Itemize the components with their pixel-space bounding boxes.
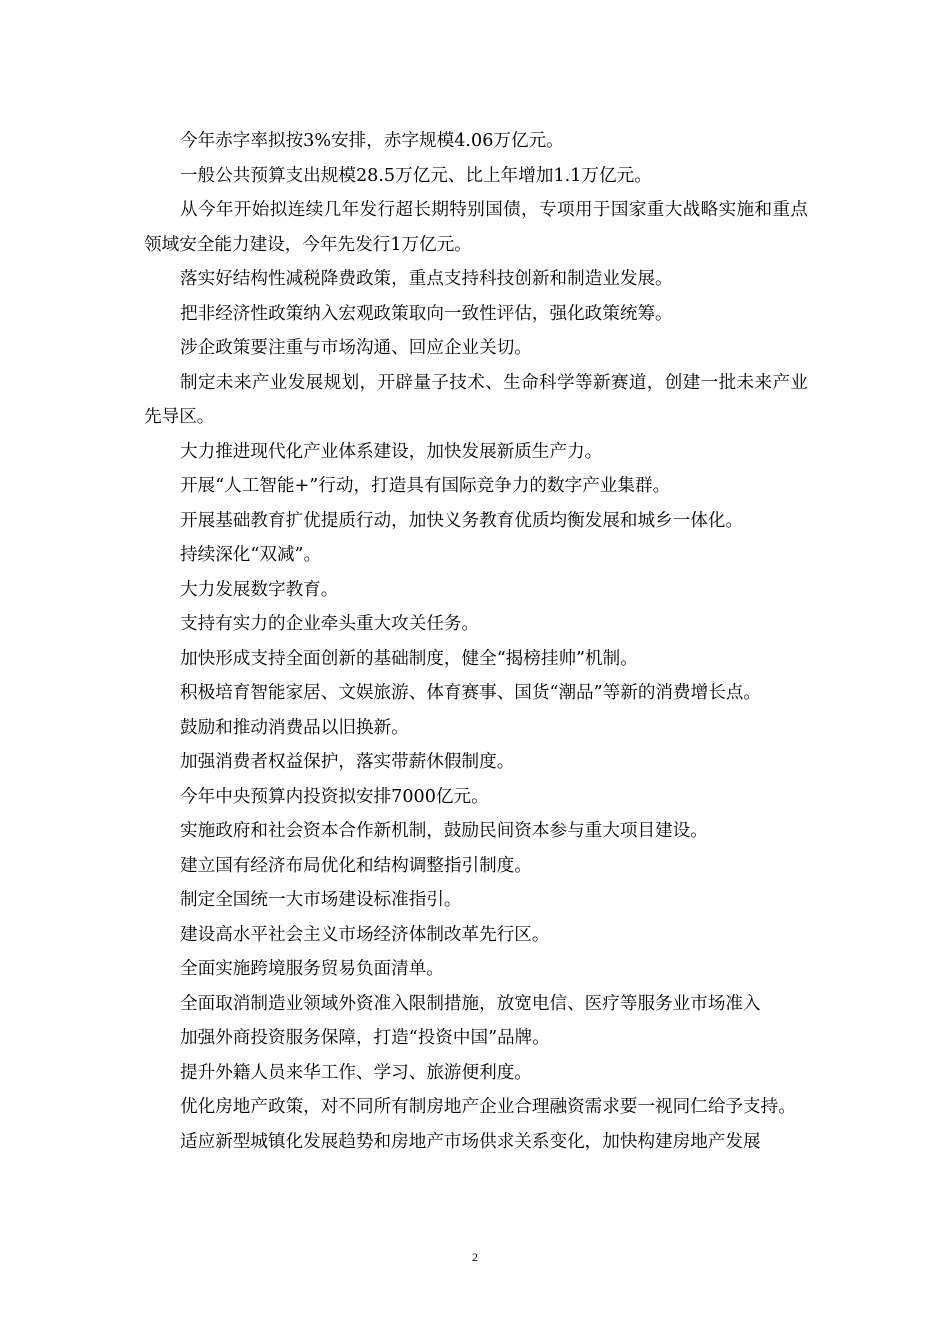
paragraph: 把非经济性政策纳入宏观政策取向一致性评估，强化政策统筹。 bbox=[180, 303, 673, 324]
paragraph: 开展基础教育扩优提质行动，加快义务教育优质均衡发展和城乡一体化。 bbox=[180, 510, 744, 531]
paragraph: 全面取消制造业领域外资准入限制措施，放宽电信、医疗等服务业市场准入 bbox=[180, 993, 761, 1014]
paragraph: 全面实施跨境服务贸易负面清单。 bbox=[180, 959, 444, 979]
paragraph: 从今年开始拟连续几年发行超长期特别国债，专项用于国家重大战略实施和重点领域安全能力建设，今年先发行1万亿元。 bbox=[144, 200, 808, 255]
paragraph: 加快形成支持全面创新的基础制度，健全“揭榜挂帅”机制。 bbox=[180, 648, 638, 669]
body-text bbox=[144, 124, 808, 1159]
paragraph: 建立国有经济布局优化和结构调整指引制度。 bbox=[180, 855, 532, 876]
paragraph: 大力推进现代化产业体系建设，加快发展新质生产力。 bbox=[180, 441, 603, 462]
paragraph: 开展“人工智能+”行动，打造具有国际竞争力的数字产业集群。 bbox=[180, 476, 671, 496]
page-number: 2 bbox=[472, 1250, 478, 1264]
paragraph: 加强消费者权益保护，落实带薪休假制度。 bbox=[180, 752, 515, 772]
paragraph: 提升外籍人员来华工作、学习、旅游便利度。 bbox=[180, 1062, 532, 1083]
paragraph: 今年中央预算内投资拟安排7000亿元。 bbox=[180, 786, 489, 807]
paragraph: 制定未来产业发展规划，开辟量子技术、生命科学等新赛道，创建一批未来产业先导区。 bbox=[144, 372, 808, 427]
paragraph: 制定全国统一大市场建设标准指引。 bbox=[180, 890, 462, 910]
paragraph: 积极培育智能家居、文娱旅游、体育赛事、国货“潮品”等新的消费增长点。 bbox=[180, 683, 761, 703]
paragraph: 鼓励和推动消费品以旧换新。 bbox=[180, 717, 409, 738]
paragraph: 优化房地产政策，对不同所有制房地产企业合理融资需求要一视同仁给予支持。 bbox=[180, 1097, 796, 1117]
paragraph: 一般公共预算支出规模28.5万亿元、比上年增加1.1万亿元。 bbox=[180, 165, 652, 186]
paragraph: 今年赤字率拟按3%安排，赤字规模4.06万亿元。 bbox=[180, 131, 564, 151]
paragraph: 支持有实力的企业牵头重大攻关任务。 bbox=[180, 614, 480, 634]
paragraph: 大力发展数字教育。 bbox=[180, 579, 339, 600]
paragraph: 持续深化“双减”。 bbox=[180, 545, 322, 565]
paragraph: 加强外商投资服务保障，打造“投资中国”品牌。 bbox=[180, 1028, 550, 1048]
paragraph: 适应新型城镇化发展趋势和房地产市场供求关系变化，加快构建房地产发展 bbox=[180, 1131, 761, 1152]
paragraph: 实施政府和社会资本合作新机制，鼓励民间资本参与重大项目建设。 bbox=[180, 821, 708, 841]
paragraph: 落实好结构性减税降费政策，重点支持科技创新和制造业发展。 bbox=[180, 269, 673, 289]
paragraph: 建设高水平社会主义市场经济体制改革先行区。 bbox=[180, 924, 550, 945]
paragraph: 涉企政策要注重与市场沟通、回应企业关切。 bbox=[180, 338, 532, 358]
